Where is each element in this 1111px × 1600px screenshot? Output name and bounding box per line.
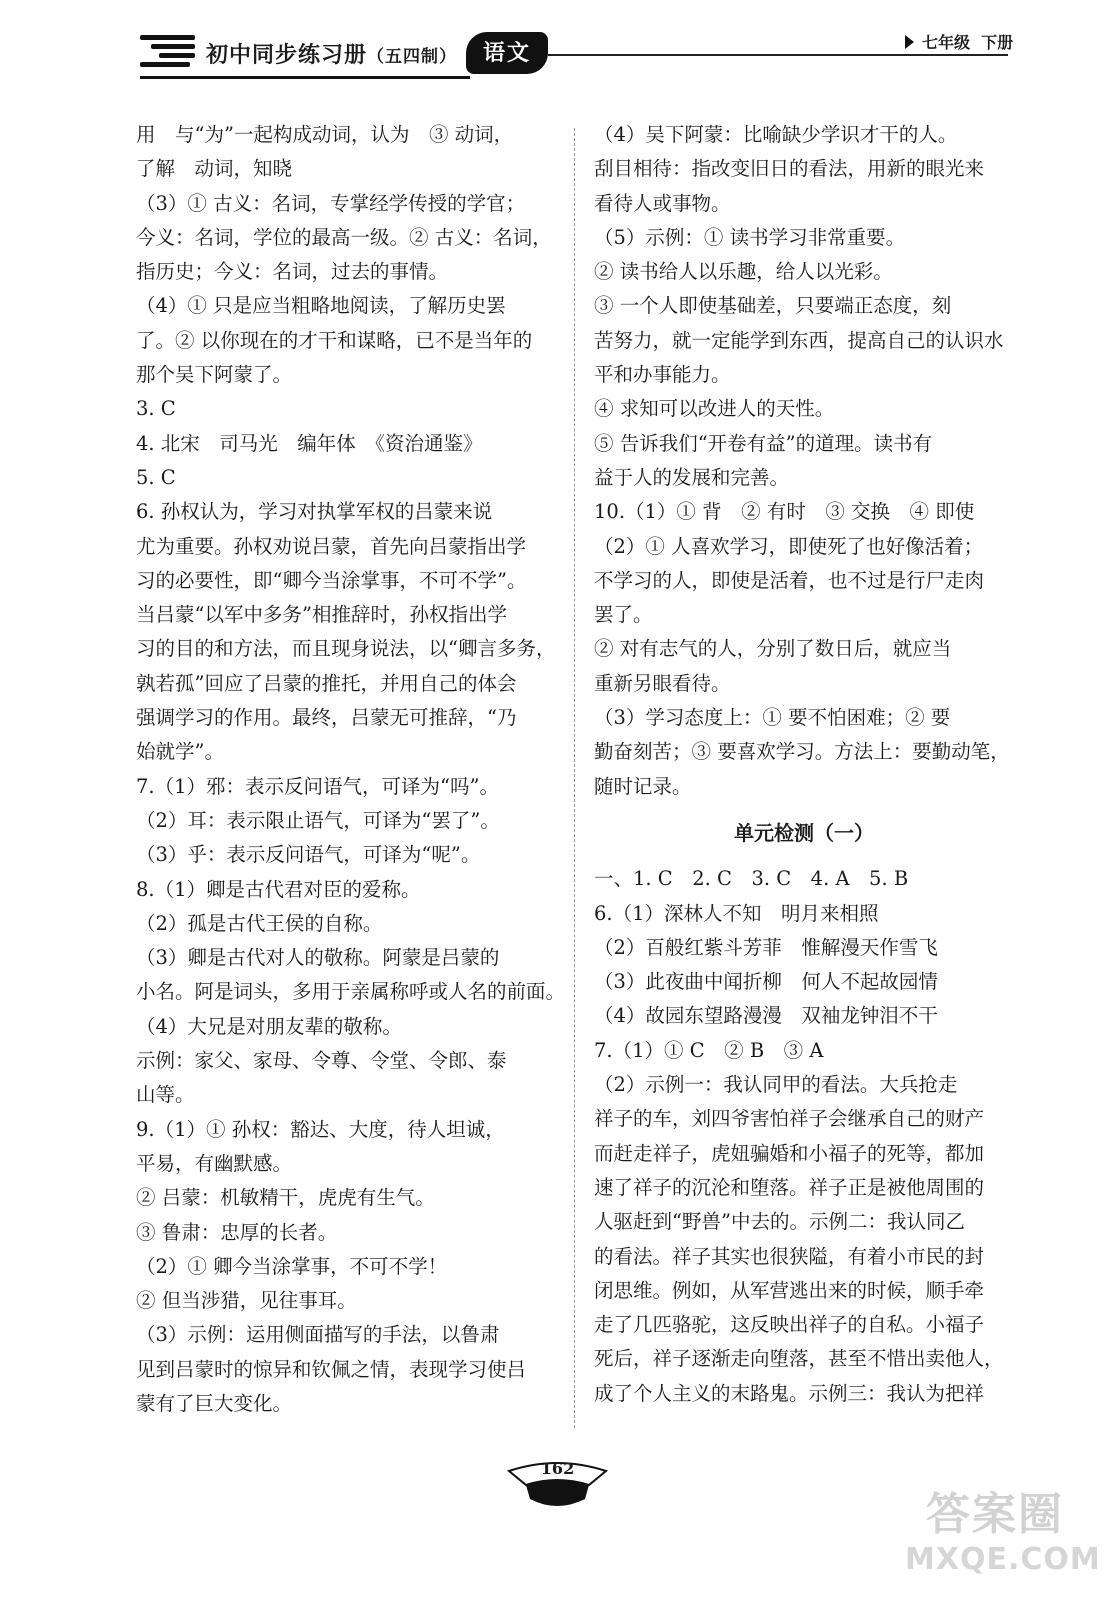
text-line: （2）示例一：我认同甲的看法。大兵抢走 [594, 1073, 958, 1097]
text-line: 勤奋刻苦；③ 要喜欢学习。方法上：要勤动笔， [594, 740, 1010, 764]
text-line: 成了个人主义的末路鬼。示例三：我认为把祥 [594, 1381, 985, 1405]
text-line: ③ 一个人即使基础差，只要端正态度，刻 [594, 294, 952, 318]
text-line: 祥子的车，刘四爷害怕祥子会继承自己的财产 [594, 1107, 985, 1131]
text-line: 10.（1）① 背 ② 有时 ③ 交换 ④ 即使 [594, 500, 975, 524]
section-gap [594, 804, 1014, 816]
text-line: 尤为重要。孙权劝说吕蒙，首先向吕蒙指出学 [136, 534, 527, 558]
text-line: （3）示例：运用侧面描写的手法，以鲁肃 [136, 1323, 500, 1347]
text-line: （2）百般红紫斗芳菲 惟解漫天作雪飞 [594, 935, 938, 959]
text-line: 平易，有幽默感。 [136, 1151, 293, 1175]
text-line: 而赶走祥子，虎妞骗婚和小福子的死等，都加 [594, 1141, 985, 1165]
text-line: 指历史；今义：名词，过去的事情。 [136, 260, 449, 284]
section-gap [594, 850, 1014, 862]
text-line: 今义：名词，学位的最高一级。② 古义：名词， [136, 225, 552, 249]
text-line: 7.（1）邪：表示反问语气，可译为“吗”。 [136, 774, 499, 798]
text-line: 山等。 [136, 1083, 195, 1107]
text-line: （3）① 古义：名词，专掌经学传授的学官； [136, 191, 526, 215]
text-line: 速了祥子的沉沦和堕落。祥子正是被他周围的 [594, 1175, 985, 1199]
page-header [0, 0, 1111, 100]
left-column [136, 118, 566, 1421]
text-line: 习的必要性，即“卿今当涂掌事，不可不学”。 [136, 568, 527, 592]
text-line: 9.（1）① 孙权：豁达、大度，待人坦诚， [136, 1117, 505, 1141]
text-line: ② 对有志气的人，分别了数日后，就应当 [594, 637, 952, 661]
text-line: 平和办事能力。 [594, 363, 731, 387]
text-line: 用 与“为”一起构成动词，认为 ③ 动词， [136, 123, 514, 146]
text-line: ④ 求知可以改进人的天性。 [594, 397, 835, 421]
text-line: 8.（1）卿是古代君对臣的爱称。 [136, 877, 421, 901]
text-line: ② 但当涉猎，见往事耳。 [136, 1289, 357, 1313]
text-line: 6.（1）深林人不知 明月来相照 [594, 901, 879, 925]
text-line: 益于人的发展和完善。 [594, 465, 790, 489]
text-line: 的看法。祥子其实也很狭隘，有着小市民的封 [594, 1244, 985, 1268]
volume-text: 下册 [981, 33, 1014, 52]
text-line: 6. 孙权认为，学习对执掌军权的吕蒙来说 [136, 500, 493, 524]
text-line: （2）耳：表示限止语气，可译为“罢了”。 [136, 808, 500, 832]
column-divider [574, 128, 575, 1428]
text-line: 蒙有了巨大变化。 [136, 1391, 293, 1415]
text-line: 那个吴下阿蒙了。 [136, 363, 293, 387]
text-line: （5）示例：① 读书学习非常重要。 [594, 225, 906, 249]
text-line: 重新另眼看待。 [594, 671, 731, 695]
page-number-badge [505, 1455, 610, 1513]
text-line: 当吕蒙“以军中多务”相推辞时，孙权指出学 [136, 603, 507, 627]
header-rule [548, 54, 1008, 56]
right-column [594, 118, 1014, 1411]
subject-badge: 语文 [466, 32, 548, 74]
text-line: 7.（1）① C ② B ③ A [594, 1038, 824, 1062]
text-line: 孰若孤”回应了吕蒙的推托，并用自己的体会 [136, 671, 517, 695]
text-line: （4）吴下阿蒙：比喻缺少学识才干的人。 [594, 123, 958, 146]
watermark-title: 答案圈 [926, 1489, 1064, 1540]
text-line: （2）孤是古代王侯的自称。 [136, 911, 383, 935]
text-line: （2）① 卿今当涂掌事，不可不学！ [136, 1254, 448, 1278]
text-line: （2）① 人喜欢学习，即使死了也好像活着； [594, 534, 984, 558]
text-line: （3）卿是古代对人的敬称。阿蒙是吕蒙的 [136, 946, 500, 970]
grade-label [905, 30, 1013, 53]
text-line: 了。② 以你现在的才干和谋略，已不是当年的 [136, 328, 533, 352]
text-line: 不学习的人，即使是活着，也不过是行尸走肉 [594, 568, 985, 592]
text-line: （3）学习态度上：① 要不怕困难；② 要 [594, 706, 951, 730]
text-line: 随时记录。 [594, 774, 692, 798]
book-title-text: 初中同步练习册 [206, 42, 368, 68]
grade-text: 七年级 [922, 33, 971, 52]
book-title [206, 38, 457, 69]
book-edition: （五四制） [367, 47, 458, 67]
text-line: 人驱赶到“野兽”中去的。示例二：我认同乙 [594, 1210, 965, 1234]
header-underline [140, 76, 470, 79]
text-line: 始就学”。 [136, 740, 224, 764]
text-line: ⑤ 告诉我们“开卷有益”的道理。读书有 [594, 431, 933, 455]
text-line: 闭思维。例如，从军营逃出来的时候，顺手牵 [594, 1278, 985, 1302]
text-line: （4）大兄是对朋友辈的敬称。 [136, 1014, 402, 1038]
watermark [905, 1478, 1101, 1588]
text-line: 罢了。 [594, 603, 653, 627]
text-line: （3）乎：表示反问语气，可译为“呢”。 [136, 843, 481, 867]
text-line: 刮目相待：指改变旧日的看法，用新的眼光来 [594, 157, 985, 181]
page-number: 162 [540, 1459, 575, 1478]
text-line: 苦努力，就一定能学到东西，提高自己的认识水 [594, 328, 1004, 352]
text-line: 见到吕蒙时的惊异和钦佩之情，表现学习使吕 [136, 1357, 527, 1381]
text-line: 示例：家父、家母、令尊、令堂、令郎、泰 [136, 1049, 507, 1073]
section-title: 单元检测（一） [734, 820, 874, 845]
text-line: 4. 北宋 司马光 编年体 《资治通鉴》 [136, 431, 483, 455]
text-line: 强调学习的作用。最终，吕蒙无可推辞，“乃 [136, 706, 517, 730]
text-line: 了解 动词，知晓 [136, 157, 293, 181]
book-logo-icon [140, 35, 195, 69]
text-line: ② 读书给人以乐趣，给人以光彩。 [594, 260, 893, 284]
play-triangle-icon [905, 35, 914, 49]
text-line: （3）此夜曲中闻折柳 何人不起故园情 [594, 970, 938, 994]
text-line: 3. C [136, 397, 176, 421]
right-column-top [594, 118, 1014, 804]
text-line: 小名。阿是词头，多用于亲属称呼或人名的前面。 [136, 980, 566, 1004]
text-line: ③ 鲁肃：忠厚的长者。 [136, 1220, 338, 1244]
text-line: 走了几匹骆驼，这反映出祥子的自私。小福子 [594, 1313, 985, 1337]
right-column-bottom [594, 862, 1014, 1411]
text-line: 看待人或事物。 [594, 191, 731, 215]
text-line: 5. C [136, 465, 176, 489]
text-line: ② 吕蒙：机敏精干，虎虎有生气。 [136, 1186, 435, 1210]
watermark-url: MXQE.COM [905, 1542, 1101, 1577]
text-line: （4）故园东望路漫漫 双袖龙钟泪不干 [594, 1004, 938, 1028]
text-line: 死后，祥子逐渐走向堕落，甚至不惜出卖他人， [594, 1347, 1004, 1371]
text-line: 一、1. C 2. C 3. C 4. A 5. B [594, 867, 909, 891]
text-line: 习的目的和方法，而且现身说法，以“卿言多务， [136, 637, 556, 661]
text-line: （4）① 只是应当粗略地阅读，了解历史罢 [136, 294, 506, 318]
